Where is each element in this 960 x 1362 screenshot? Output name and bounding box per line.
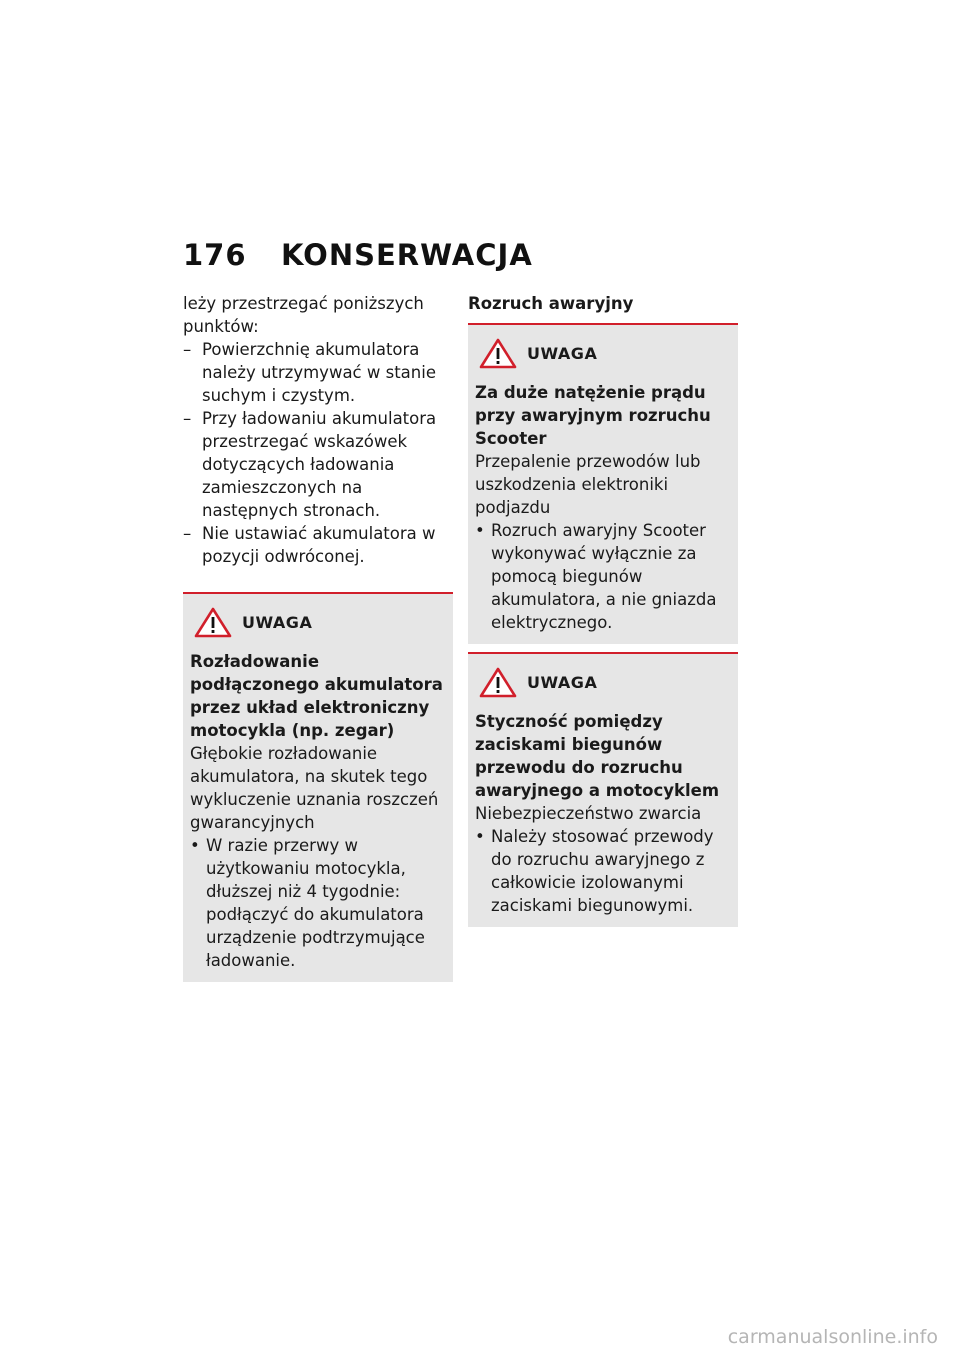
list-item	[183, 407, 453, 522]
warning-header	[194, 606, 446, 638]
warning-bullet	[475, 825, 731, 917]
warning-label: UWAGA	[242, 612, 313, 632]
warning-box-battery	[183, 592, 453, 982]
list-item	[183, 522, 453, 568]
bullet-marker: •	[475, 827, 485, 846]
warning-title: Styczność pomiędzy zaciskami biegunów przewodu do rozruchu awaryjnego a motocyklem	[475, 712, 720, 800]
dash-marker: –	[183, 409, 192, 428]
warning-bullet	[475, 519, 731, 634]
list-item-text: Nie ustawiać akumulatora w pozycji odwróconej.	[202, 524, 436, 566]
page-header	[183, 238, 533, 272]
warning-bullet-text: W razie przerwy w użytkowaniu motocykla, dłuższej niż 4 tygodnie: podłączyć do akumulatora urządzenie podtrzymujące ładowanie.	[206, 836, 425, 970]
intro-text: leży przestrzegać poniższych punktów:	[183, 294, 424, 336]
warning-box-clamps	[468, 652, 738, 927]
warning-body: Niebezpieczeństwo zwarcia	[475, 804, 702, 823]
warning-header	[479, 337, 731, 369]
dash-marker: –	[183, 524, 192, 543]
warning-box-current	[468, 323, 738, 644]
warning-label: UWAGA	[527, 672, 598, 692]
warning-title: Za duże natężenie prądu przy awaryjnym rozruchu Scooter	[475, 383, 711, 448]
watermark[interactable]: carmanualsonline.info	[727, 1326, 938, 1348]
list-item-text: Przy ładowaniu akumulatora przestrzegać wskazówek dotyczących ładowania zamieszczonych na następnych stronach.	[202, 409, 437, 520]
warning-body: Głębokie rozładowanie akumulatora, na skutek tego wykluczenie uznania roszczeń gwarancyjnych	[190, 744, 439, 832]
bullet-marker: •	[190, 836, 200, 855]
chapter-title: KONSERWACJA	[281, 238, 533, 272]
warning-title: Rozładowanie podłączonego akumulatora przez układ elektroniczny motocykla (np. zegar)	[190, 652, 443, 740]
warning-triangle-icon	[479, 666, 517, 698]
warning-body: Przepalenie przewodów lub uszkodzenia elektroniki podjazdu	[475, 452, 701, 517]
warning-bullet	[190, 834, 446, 972]
warning-bullet-text: Rozruch awaryjny Scooter wykonywać wyłącznie za pomocą biegunów akumulatora, a nie gniazda elektrycznego.	[491, 521, 717, 632]
warning-bullet-text: Należy stosować przewody do rozruchu awaryjnego z całkowicie izolowanymi zaciskami biegunowymi.	[491, 827, 714, 915]
warning-label: UWAGA	[527, 343, 598, 363]
section-title: Rozruch awaryjny	[468, 294, 634, 313]
warning-header	[479, 666, 731, 698]
bullet-marker: •	[475, 521, 485, 540]
list-item-text: Powierzchnię akumulatora należy utrzymywać w stanie suchym i czystym.	[202, 340, 436, 405]
right-column	[468, 292, 738, 927]
left-column	[183, 292, 453, 982]
page-number: 176	[183, 238, 247, 272]
dash-marker: –	[183, 340, 192, 359]
warning-triangle-icon	[479, 337, 517, 369]
list-item	[183, 338, 453, 407]
warning-triangle-icon	[194, 606, 232, 638]
